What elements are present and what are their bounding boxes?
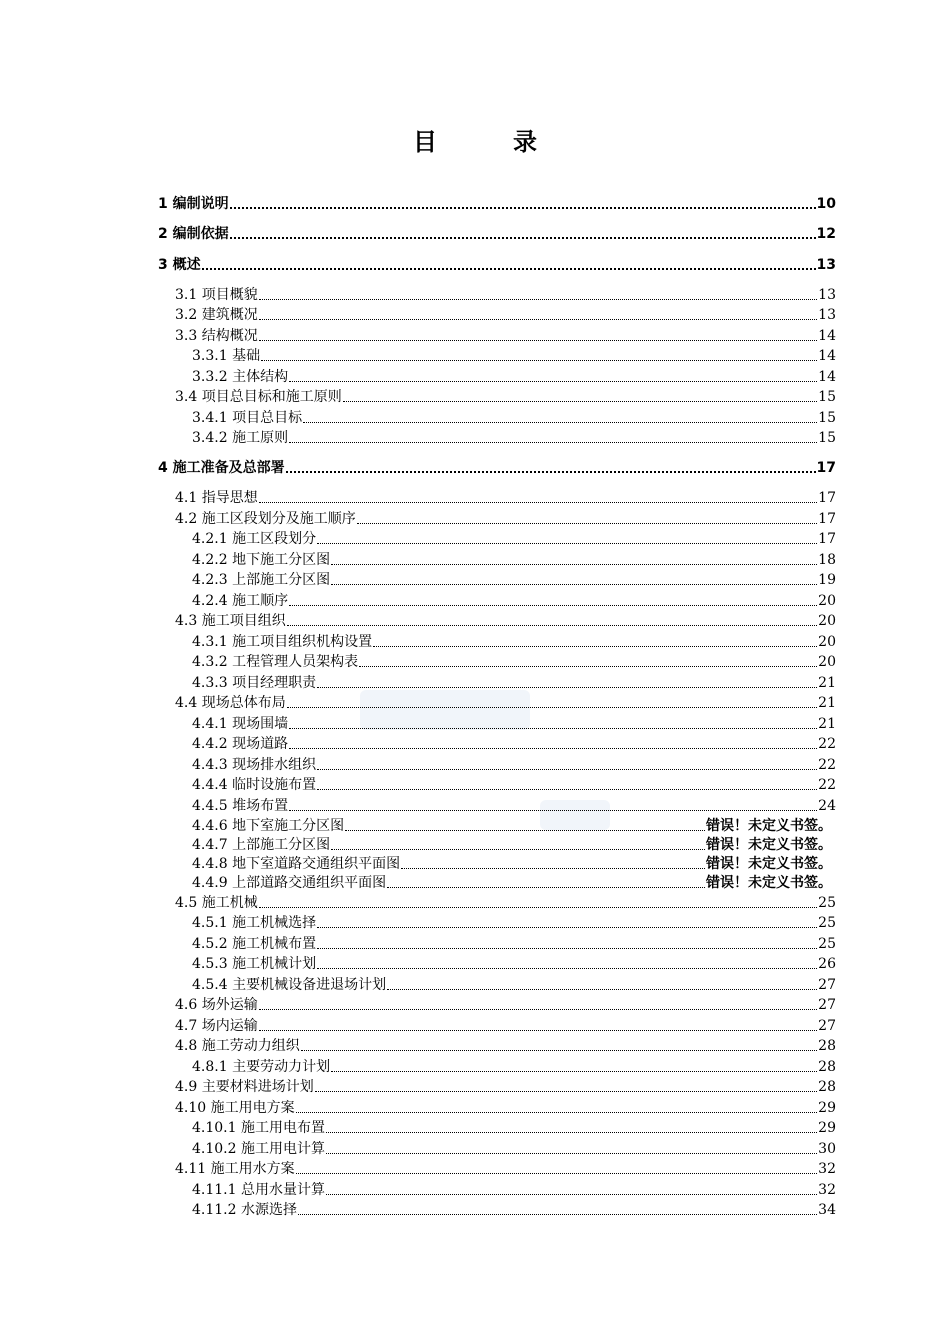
toc-leader-dots [326, 1132, 817, 1133]
toc-entry-text: 3.4.2 施工原则 [192, 430, 289, 446]
toc-entry[interactable] [192, 1198, 836, 1218]
toc-entry[interactable] [175, 324, 836, 344]
toc-entry-text: 4.5.1 施工机械选择 [192, 915, 317, 931]
toc-leader-dots [287, 707, 817, 708]
toc-entry[interactable] [175, 486, 836, 506]
toc-entry[interactable] [175, 691, 836, 711]
toc-page-number: 12 [816, 226, 836, 242]
toc-title-right: 录 [513, 128, 537, 156]
toc-entry-text: 4.2.2 地下施工分区图 [192, 552, 331, 568]
toc-entry-text: 4.2 施工区段划分及施工顺序 [175, 511, 356, 527]
toc-entry-text: 4.5.2 施工机械布置 [192, 936, 317, 952]
toc-entry-text: 4.10.1 施工用电布置 [192, 1120, 325, 1136]
toc-leader-dots [317, 687, 817, 688]
toc-entry[interactable] [158, 253, 836, 273]
toc-leader-dots [373, 646, 817, 647]
toc-page-number: 17 [818, 511, 836, 527]
toc-entry[interactable] [175, 303, 836, 323]
toc-entry-text: 4.2.4 施工顺序 [192, 593, 289, 609]
toc-entry-text: 4.2.1 施工区段划分 [192, 531, 317, 547]
toc-leader-dots [387, 887, 705, 888]
toc-leader-dots [345, 830, 705, 831]
toc-entry[interactable] [192, 794, 836, 814]
toc-page-number: 14 [818, 348, 836, 364]
toc-entry[interactable] [158, 222, 836, 242]
toc-entry-text: 4.6 场外运输 [175, 997, 258, 1013]
toc-leader-dots [259, 1030, 817, 1031]
toc-leader-dots [230, 207, 816, 209]
toc-leader-dots [331, 564, 817, 565]
toc-entry[interactable] [175, 891, 836, 911]
toc-leader-dots [317, 769, 817, 770]
toc-error-message: 错误！未定义书签。 [706, 818, 832, 834]
toc-entry[interactable] [192, 732, 836, 752]
toc-entry-text: 4.8 施工劳动力组织 [175, 1038, 300, 1054]
toc-page-number: 20 [818, 654, 836, 670]
toc-page-number: 21 [818, 675, 836, 691]
toc-leader-dots [259, 340, 817, 341]
toc-page-number: 26 [818, 956, 836, 972]
toc-leader-dots [326, 1194, 817, 1195]
toc-page-number: 25 [818, 936, 836, 952]
toc-page-number: 20 [818, 593, 836, 609]
toc-leader-dots [202, 268, 816, 270]
toc-entry[interactable] [175, 1034, 836, 1054]
toc-page-number: 14 [818, 328, 836, 344]
toc-entry-text: 4.5 施工机械 [175, 895, 258, 911]
toc-page-number: 27 [818, 997, 836, 1013]
toc-entry-text: 4.11.2 水源选择 [192, 1202, 297, 1218]
toc-entry-text: 3.4 项目总目标和施工原则 [175, 389, 342, 405]
toc-leader-dots [343, 401, 817, 402]
toc-entry-text: 4.2.3 上部施工分区图 [192, 572, 331, 588]
toc-entry[interactable] [192, 630, 836, 650]
toc-page-number: 21 [818, 695, 836, 711]
toc-page-number: 17 [816, 460, 836, 476]
toc-entry[interactable] [192, 911, 836, 931]
toc-page-number: 15 [818, 410, 836, 426]
toc-leader-dots [289, 605, 817, 606]
toc-page-number: 25 [818, 895, 836, 911]
toc-page-number: 13 [818, 307, 836, 323]
toc-page-number: 22 [818, 757, 836, 773]
toc-page-number: 34 [818, 1202, 836, 1218]
toc-entry[interactable] [192, 973, 836, 993]
toc-entry[interactable] [175, 1014, 836, 1034]
toc-entry-text: 4.3.2 工程管理人员架构表 [192, 654, 359, 670]
toc-leader-dots [286, 471, 816, 473]
toc-entry[interactable] [175, 993, 836, 1013]
toc-entry[interactable] [192, 671, 836, 691]
toc-entry[interactable] [192, 1055, 836, 1075]
toc-leader-dots [357, 523, 817, 524]
toc-leader-dots [259, 299, 817, 300]
toc-entry-text: 4.11.1 总用水量计算 [192, 1182, 325, 1198]
toc-leader-dots [331, 849, 705, 850]
toc-entry-text: 3.3.2 主体结构 [192, 369, 289, 385]
toc-entry[interactable] [192, 833, 832, 853]
toc-leader-dots [317, 968, 817, 969]
toc-page-number: 27 [818, 977, 836, 993]
toc-error-message: 错误！未定义书签。 [706, 837, 832, 853]
toc-entry[interactable] [192, 650, 836, 670]
toc-page-number: 28 [818, 1038, 836, 1054]
toc-page-number: 10 [816, 196, 836, 212]
toc-page-number: 15 [818, 389, 836, 405]
toc-entry-text: 4.9 主要材料进场计划 [175, 1079, 314, 1095]
toc-entry-text: 2 编制依据 [158, 226, 229, 242]
toc-entry[interactable] [192, 932, 836, 952]
toc-page-number: 20 [818, 613, 836, 629]
toc-leader-dots [387, 989, 817, 990]
toc-leader-dots [317, 927, 817, 928]
toc-page-number: 20 [818, 634, 836, 650]
toc-leader-dots [326, 1153, 817, 1154]
toc-entry[interactable] [192, 814, 832, 834]
toc-entry[interactable] [192, 426, 836, 446]
toc-leader-dots [315, 1091, 817, 1092]
toc-entry-text: 4.10 施工用电方案 [175, 1100, 295, 1116]
toc-entry-text: 3.3 结构概况 [175, 328, 258, 344]
toc-page-number: 13 [816, 257, 836, 273]
toc-title [0, 122, 950, 157]
toc-entry[interactable] [175, 1096, 836, 1116]
toc-entry[interactable] [192, 568, 836, 588]
toc-entry-text: 3 概述 [158, 257, 201, 273]
toc-entry[interactable] [158, 456, 836, 476]
toc-error-message: 错误！未定义书签。 [706, 856, 832, 872]
toc-entry[interactable] [192, 344, 836, 364]
toc-entry-text: 4.5.4 主要机械设备进退场计划 [192, 977, 387, 993]
toc-entry[interactable] [175, 609, 836, 629]
toc-entry-text: 4.4.8 地下室道路交通组织平面图 [192, 856, 401, 872]
toc-entry-text: 4.11 施工用水方案 [175, 1161, 295, 1177]
toc-entry-text: 4.3 施工项目组织 [175, 613, 286, 629]
toc-leader-dots [301, 1050, 817, 1051]
toc-entry-text: 4.4.2 现场道路 [192, 736, 289, 752]
toc-entry-text: 4.10.2 施工用电计算 [192, 1141, 325, 1157]
toc-leader-dots [289, 748, 817, 749]
toc-leader-dots [298, 1214, 817, 1215]
toc-leader-dots [261, 360, 817, 361]
toc-error-message: 错误！未定义书签。 [706, 875, 832, 891]
toc-entry-text: 4.4.6 地下室施工分区图 [192, 818, 345, 834]
toc-entry[interactable] [192, 952, 836, 972]
toc-entry[interactable] [175, 283, 836, 303]
toc-leader-dots [287, 625, 817, 626]
toc-entry-text: 4.4.1 现场围墙 [192, 716, 289, 732]
toc-entry-text: 3.4.1 项目总目标 [192, 410, 303, 426]
toc-leader-dots [289, 728, 817, 729]
toc-leader-dots [317, 948, 817, 949]
toc-entry-text: 4.5.3 施工机械计划 [192, 956, 317, 972]
toc-page-number: 24 [818, 798, 836, 814]
toc-entry[interactable] [175, 385, 836, 405]
toc-entry-text: 4.7 场内运输 [175, 1018, 258, 1034]
toc-leader-dots [289, 810, 817, 811]
toc-leader-dots [317, 789, 817, 790]
toc-page-number: 15 [818, 430, 836, 446]
toc-leader-dots [317, 543, 817, 544]
toc-entry[interactable] [192, 852, 832, 872]
toc-entry[interactable] [158, 192, 836, 212]
toc-entry[interactable] [192, 753, 836, 773]
toc-page-number: 29 [818, 1100, 836, 1116]
toc-page-number: 19 [818, 572, 836, 588]
toc-leader-dots [359, 666, 817, 667]
toc-entry[interactable] [192, 406, 836, 426]
toc-page-number: 21 [818, 716, 836, 732]
toc-entry[interactable] [192, 365, 836, 385]
toc-entry-text: 4.1 指导思想 [175, 490, 258, 506]
toc-leader-dots [259, 319, 817, 320]
toc-page-number: 28 [818, 1059, 836, 1075]
toc-leader-dots [331, 1071, 817, 1072]
toc-page-number: 18 [818, 552, 836, 568]
toc-page-number: 17 [818, 531, 836, 547]
toc-leader-dots [259, 907, 817, 908]
toc-entry-text: 4 施工准备及总部署 [158, 460, 285, 476]
toc-entry-text: 4.4.4 临时设施布置 [192, 777, 317, 793]
toc-entry-text: 3.1 项目概貌 [175, 287, 258, 303]
toc-leader-dots [331, 584, 817, 585]
toc-leader-dots [259, 1009, 817, 1010]
toc-page-number: 22 [818, 736, 836, 752]
toc-entry[interactable] [192, 773, 836, 793]
toc-entry-text: 4.3.3 项目经理职责 [192, 675, 317, 691]
toc-entry[interactable] [192, 871, 832, 891]
toc-entry[interactable] [175, 507, 836, 527]
toc-page-number: 28 [818, 1079, 836, 1095]
toc-title-left: 目 [413, 128, 437, 156]
toc-entry[interactable] [192, 527, 836, 547]
toc-entry-text: 4.4 现场总体布局 [175, 695, 286, 711]
toc-page-number: 27 [818, 1018, 836, 1034]
toc-entry-text: 4.4.3 现场排水组织 [192, 757, 317, 773]
toc-page-number: 30 [818, 1141, 836, 1157]
toc-leader-dots [289, 442, 817, 443]
toc-page-number: 32 [818, 1182, 836, 1198]
toc-leader-dots [296, 1173, 818, 1174]
toc-page-number: 22 [818, 777, 836, 793]
toc-page-number: 13 [818, 287, 836, 303]
toc-page-number: 17 [818, 490, 836, 506]
toc-entry[interactable] [192, 548, 836, 568]
toc-entry-text: 3.2 建筑概况 [175, 307, 258, 323]
toc-leader-dots [303, 422, 817, 423]
toc-entry-text: 3.3.1 基础 [192, 348, 261, 364]
toc-entry[interactable] [192, 1178, 836, 1198]
toc-entry[interactable] [175, 1157, 836, 1177]
toc-leader-dots [230, 237, 816, 239]
toc-entry-text: 1 编制说明 [158, 196, 229, 212]
toc-page-number: 25 [818, 915, 836, 931]
toc-leader-dots [289, 381, 817, 382]
toc-page-number: 14 [818, 369, 836, 385]
toc-entry-text: 4.8.1 主要劳动力计划 [192, 1059, 331, 1075]
toc-entry[interactable] [192, 1137, 836, 1157]
toc-leader-dots [401, 868, 705, 869]
toc-leader-dots [259, 502, 817, 503]
toc-entry[interactable] [175, 1075, 836, 1095]
toc-entry[interactable] [192, 712, 836, 732]
toc-leader-dots [296, 1112, 818, 1113]
toc-entry-text: 4.4.7 上部施工分区图 [192, 837, 331, 853]
toc-entry-text: 4.3.1 施工项目组织机构设置 [192, 634, 373, 650]
toc-page-number: 32 [818, 1161, 836, 1177]
toc-page-number: 29 [818, 1120, 836, 1136]
toc-entry[interactable] [192, 1116, 836, 1136]
toc-entry[interactable] [192, 589, 836, 609]
toc-entry-text: 4.4.9 上部道路交通组织平面图 [192, 875, 387, 891]
toc-entry-text: 4.4.5 堆场布置 [192, 798, 289, 814]
